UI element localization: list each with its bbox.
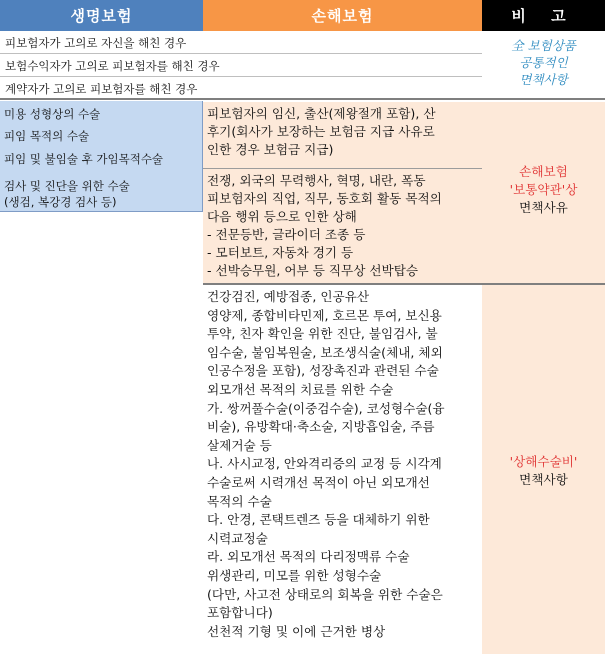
- life-item: (생검, 복강경 검사 등): [4, 195, 117, 209]
- loss-line: 인한 경우 보험금 지급): [207, 142, 334, 157]
- loss-line: 가. 쌍꺼풀수술(이중검수술), 코성형수술(융: [207, 400, 445, 416]
- loss-block-pregnancy: [203, 102, 482, 168]
- life-item: 피임 목적의 수술: [4, 129, 90, 143]
- life-item: 미용 성형상의 수술: [4, 107, 101, 121]
- common-note-line: 면책사항: [519, 72, 568, 87]
- note-line: 면책사항: [519, 472, 568, 487]
- loss-line: 전쟁, 외국의 무력행사, 혁명, 내란, 폭동: [207, 173, 426, 188]
- common-row: 피보험자가 고의로 자신을 해친 경우: [0, 31, 482, 54]
- loss-line: 포함합니다): [207, 605, 273, 621]
- loss-line: - 선박승무원, 어부 등 직무상 선박탑승: [207, 263, 419, 278]
- loss-line: 투약, 친자 확인을 위한 진단, 불임검사, 불: [207, 326, 438, 342]
- loss-line: (다만, 사고전 상태로의 회복을 위한 수술은: [207, 586, 443, 602]
- common-row: 보험수익자가 고의로 피보험자를 해친 경우: [0, 54, 482, 77]
- loss-line: 외모개선 목적의 치료를 위한 수술: [207, 381, 394, 397]
- header-loss-insurance: 손해보험: [203, 0, 482, 31]
- common-row: 계약자가 고의로 피보험자를 해친 경우: [0, 77, 482, 100]
- common-note-line: 全 보험상품: [511, 38, 576, 53]
- note-line: '상해수술비': [509, 454, 578, 469]
- loss-line: 라. 외모개선 목적의 다리정맥류 수술: [207, 549, 410, 565]
- header-note: 비 고: [482, 0, 605, 31]
- note-line: 손해보험: [519, 164, 568, 179]
- loss-line: 인공수정을 포함), 성장촉진과 관련된 수술: [207, 363, 439, 379]
- common-note: [482, 31, 605, 100]
- loss-line: 위생관리, 미모를 위한 성형수술: [207, 567, 382, 583]
- loss-line: 선천적 기형 및 이에 근거한 병상: [207, 623, 386, 639]
- life-item: 피임 및 불임술 후 가임목적수술: [4, 152, 164, 166]
- loss-line: 다음 행위 등으로 인한 상해: [207, 209, 357, 224]
- life-item: 검사 및 진단을 위한 수술: [4, 179, 130, 193]
- loss-line: - 전문등반, 글라이더 조종 등: [207, 227, 366, 242]
- loss-line: - 모터보트, 자동차 경기 등: [207, 245, 354, 260]
- loss-line: 피보험자의 임신, 출산(제왕절개 포함), 산: [207, 106, 436, 121]
- common-note-line: 공통적인: [519, 55, 568, 70]
- note-line: '보통약관'상: [509, 182, 578, 197]
- loss-line: 후기(회사가 보장하는 보험금 지급 사유로: [207, 124, 435, 139]
- loss-block-war-occupation: [203, 169, 482, 283]
- header-life-insurance: 생명보험: [0, 0, 203, 31]
- loss-line: 임수술, 불임복원술, 보조생식술(체내, 체외: [207, 344, 443, 360]
- loss-line: 영양제, 종합비타민제, 호르몬 투여, 보신용: [207, 307, 442, 323]
- loss-line: 시력교정술: [207, 530, 268, 546]
- note-line: 면책사유: [519, 200, 568, 215]
- note-general-terms: [482, 163, 605, 217]
- loss-line: 피보험자의 직업, 직무, 동호회 활동 목적의: [207, 191, 442, 206]
- loss-line: 비술), 유방확대·축소술, 지방흡입술, 주름: [207, 419, 435, 435]
- loss-line: 수술로써 시력개선 목적이 아닌 외모개선: [207, 474, 430, 490]
- loss-block-surgery-exclusions: [203, 285, 482, 654]
- loss-line: 목적의 수술: [207, 493, 272, 509]
- note-surgery-benefit: [482, 453, 605, 489]
- loss-line: 나. 사시교정, 안와격리증의 교정 등 시각계: [207, 456, 442, 472]
- loss-line: 건강검진, 예방접종, 인공유산: [207, 289, 369, 304]
- loss-line: 살제거술 등: [207, 437, 272, 453]
- loss-line: 다. 안경, 콘택트렌즈 등을 대체하기 위한: [207, 512, 430, 528]
